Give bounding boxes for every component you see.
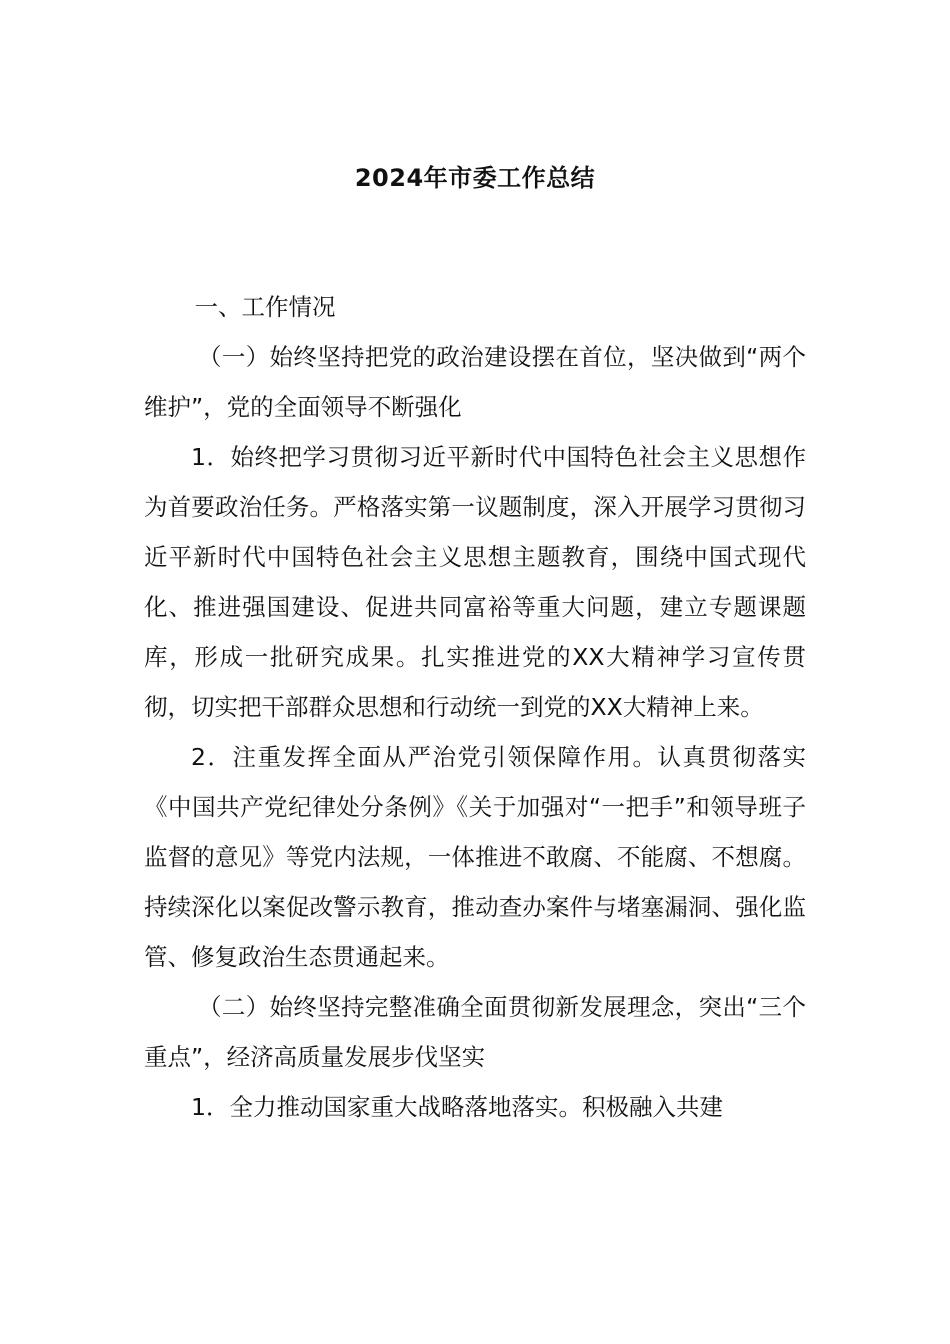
section-heading-work-status: 一、工作情况	[194, 293, 336, 321]
document-title: 2024年市委工作总结	[354, 164, 596, 192]
paragraph-1-1: 1．始终把学习贯彻习近平新时代中国特色社会主义思想作为首要政治任务。严格落实第一议题制度，深入开展学习贯彻习近平新时代中国特色社会主义思想主题教育，围绕中国式现代化、推进强国建设、促进共同富裕等重大问题，建立专题课题库，形成一批研究成果。扎实推进党的XX大精神学习宣传贯彻，切实把干部群众思想和行动统一到党的XX大精神上来。	[144, 443, 806, 721]
subsection-heading-1: （一）始终坚持把党的政治建设摆在首位，坚决做到“两个维护”，党的全面领导不断强化	[144, 343, 806, 421]
paragraph-2-1: 1．全力推动国家重大战略落地落实。积极融入共建	[191, 1093, 723, 1121]
subsection-heading-2: （二）始终坚持完整准确全面贯彻新发展理念，突出“三个重点”，经济高质量发展步伐坚实	[144, 993, 806, 1071]
document-body	[144, 282, 806, 1132]
paragraph-1-2: 2．注重发挥全面从严治党引领保障作用。认真贯彻落实《中国共产党纪律处分条例》《关于加强对“一把手”和领导班子监督的意见》等党内法规，一体推进不敢腐、不能腐、不想腐。持续深化以案促改警示教育，推动查办案件与堵塞漏洞、强化监管、修复政治生态贯通起来。	[144, 743, 806, 971]
